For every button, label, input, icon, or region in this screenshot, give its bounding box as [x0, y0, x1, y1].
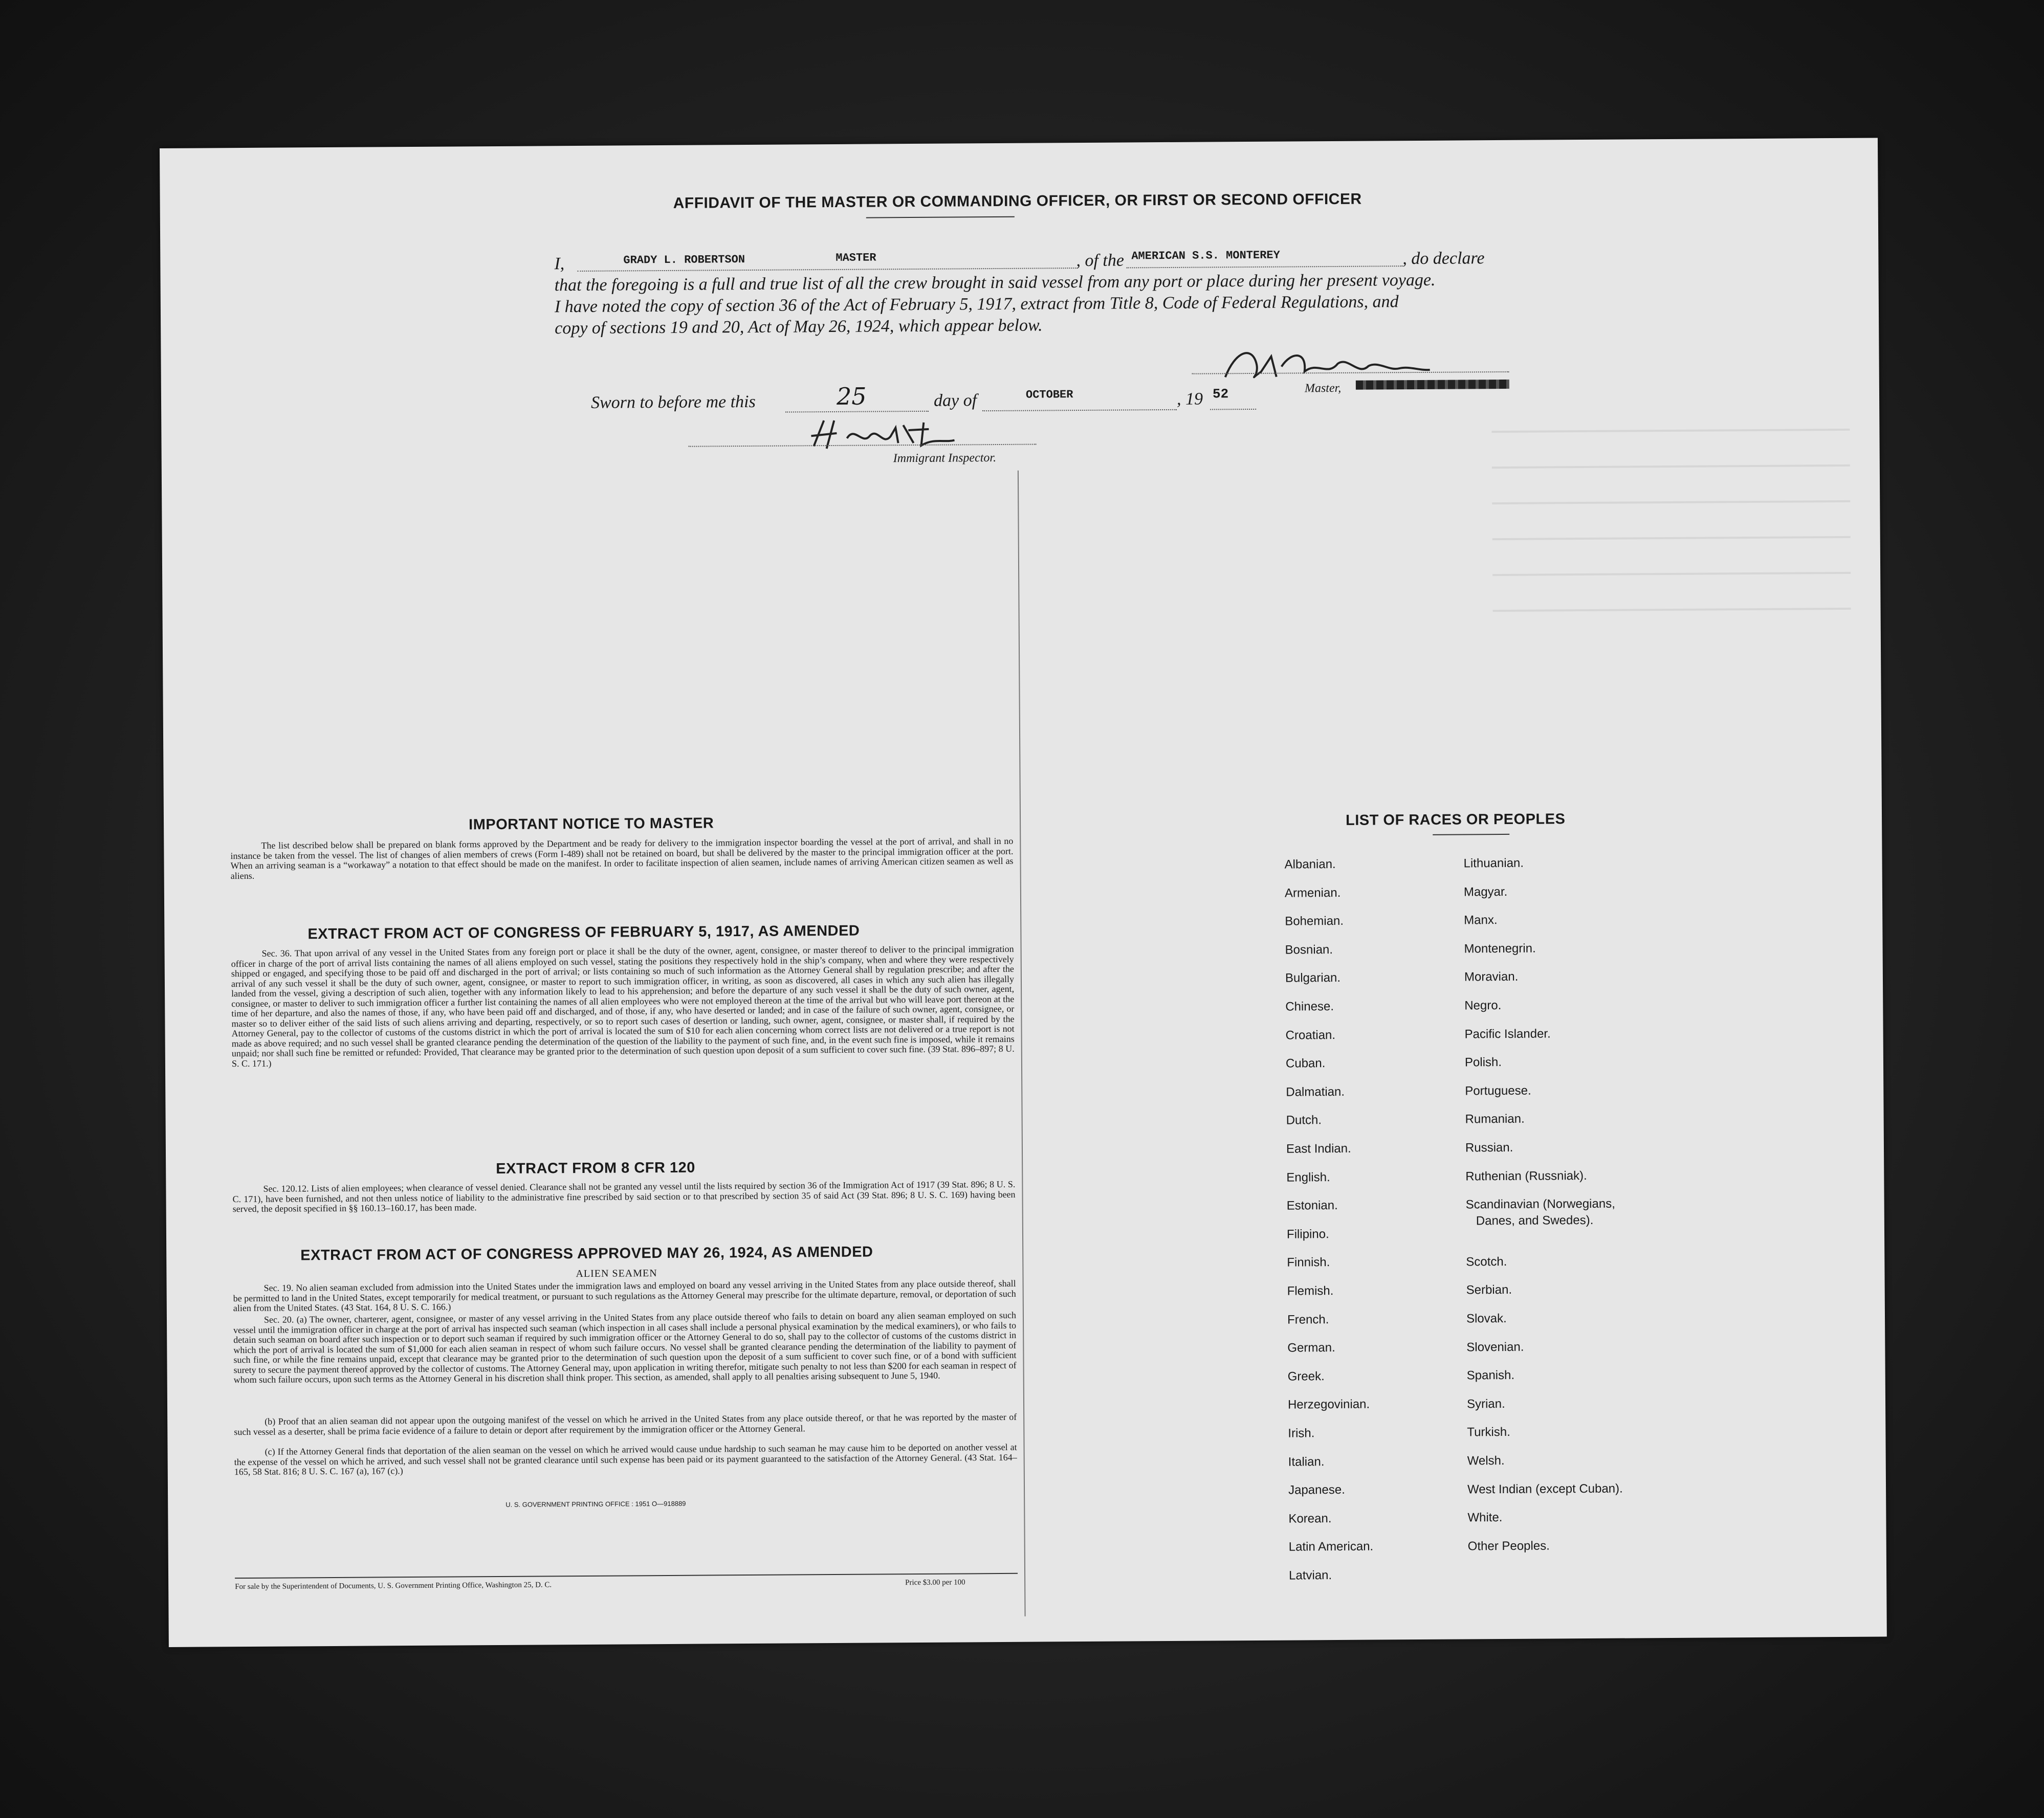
race-item: French. [1287, 1312, 1329, 1327]
race-item: Manx. [1464, 913, 1498, 927]
race-item: Montenegrin. [1464, 941, 1536, 956]
race-item: Lithuanian. [1463, 856, 1524, 871]
alien-seamen-subtitle: ALIEN SEAMEN [576, 1268, 657, 1280]
footer-left: For sale by the Superintendent of Documents, U. S. Government Printing Office, Washington 25, D. C. [235, 1581, 552, 1591]
sec-20c-body: (c) If the Attorney General finds that deportation of the alien seaman on the vessel on which he arrived would cause undue hardship to such seaman he may cause him to be deported on another vessel at the expense of the vessel on which he arrived, and such vessel shall not be granted clearance until such expense has been paid or its payment guaranteed to the satisfaction of the Attorney General. (43 Stat. 164–165, 58 Stat. 816; 8 U. S. C. 167 (a), 167 (c).) [234, 1442, 1017, 1477]
master-name-field: GRADY L. ROBERTSON [623, 253, 745, 267]
notice-body: The list described below shall be prepared on blank forms approved by the Department and be ready for delivery to the immigration inspector boarding the vessel at the port of arrival, and shall in no instance be taken from the vessel. The list of changes of alien members of crews (Form I-489) shall not be retained on board, but shall be delivered by the master to the principal immigration officer at the port. When an arriving seaman is a “workaway” a notation to that effect should be made on the manifest. In order to facilitate inspection of alien seamen, include names of arriving American citizen seamen as well as aliens. [230, 835, 1014, 881]
extract-1917-title: EXTRACT FROM ACT OF CONGRESS OF FEBRUARY 5, 1917, AS AMENDED [307, 922, 860, 943]
name-dotted-line [577, 268, 1076, 272]
race-item: Filipino. [1286, 1227, 1329, 1241]
declarant-prefix: I, [554, 254, 565, 274]
race-item: Serbian. [1466, 1283, 1512, 1297]
extract-1917-body: Sec. 36. That upon arrival of any vessel in the United States from any foreign port or place it shall be the duty of the owner, agent, consignee, or master thereof to deliver to the principal immigration officer in charge of the port of arrival lists containing the names of all aliens employed on such vessel, stating the positions they respectively hold in the ship’s company, when and where they were respectively shipped or engaged, and specifying those to be paid off and discharged in the port of arrival; or lists containing so much of such information as the Attorney General shall by regulation prescribe; and after the arrival of any such vessel it shall be the duty of such owner, agent, consignee, or master to report to such immigration officer, in writing, as soon as discovered, all cases in which any such alien has illegally landed from the vessel, giving a description of such alien, together with any information likely to lead to his apprehension; and before the departure of any such vessel it shall be the duty of such owner, agent, consignee, or master to deliver to such immigration officer a further list containing the names of all alien employees who were not employed thereon at the time of the arrival but who will leave port thereon at the time of her departure, and also the names of those, if any, who have been paid off and discharged, and of those, if any, who have deserted or landed; and in case of the failure of such owner, agent, consignee, or master so to deliver either of the said lists of such aliens arriving and departing, respectively, or so to report such cases of desertion or landing, such owner, agent, consignee, or master shall, if required by the Attorney General, pay to the collector of customs of the customs district in which the port of arrival is located the sum of $10 for each alien concerning whom correct lists are not delivered or a true report is not made as above required; and no such vessel shall be granted clearance pending the determination of the question of the liability to the payment of such fine, and, in the event such fine is imposed, while it remains unpaid; nor shall such fine be remitted or refunded: Provided, That clearance may be granted prior to the determination of such question upon deposit of a sum sufficient to cover such fine. (39 Stat. 896–897; 8 U. S. C. 171.) [231, 943, 1015, 1069]
race-item: Flemish. [1287, 1284, 1334, 1298]
rank-field: MASTER [836, 251, 876, 264]
race-item: White. [1467, 1511, 1503, 1525]
month-dotted-line [982, 409, 1177, 411]
races-title: LIST OF RACES OR PEOPLES [1345, 811, 1566, 829]
day-field: 25 [836, 382, 867, 410]
race-item: Polish. [1464, 1055, 1502, 1070]
center-divider [1018, 471, 1026, 1616]
race-item: Bohemian. [1285, 914, 1344, 928]
vessel-dotted-line [1126, 265, 1402, 268]
race-item: Italian. [1288, 1454, 1325, 1469]
footer-rule [235, 1573, 1018, 1579]
race-item: Welsh. [1467, 1453, 1505, 1468]
sec-19-body: Sec. 19. No alien seaman excluded from admission into the United States under the immigration laws and employed on board any vessel arriving in the United States from any place outside thereof, shall be permitted to land in the United States, except temporarily for medical treatment, or pursuant to such regulations as the Attorney General may prescribe for the ultimate departure, removal, or deportation of such alien from the United States. (43 Stat. 164, 8 U. S. C. 166.) [233, 1278, 1016, 1314]
race-item: Syrian. [1466, 1396, 1505, 1411]
race-item: Dutch. [1286, 1113, 1322, 1127]
race-item: German. [1287, 1341, 1335, 1355]
race-item: Slovak. [1466, 1311, 1507, 1326]
race-item: Scandinavian (Norwegians, [1465, 1196, 1615, 1212]
inspector-label: Immigrant Inspector. [893, 451, 997, 465]
race-item: Cuban. [1285, 1056, 1326, 1071]
declaration-line-2: that the foregoing is a full and true list of all the crew brought in said vessel from any port or place during her present voyage. [554, 270, 1436, 295]
race-item: Ruthenian (Russniak). [1465, 1168, 1587, 1184]
race-item: Magyar. [1463, 884, 1508, 899]
declaration-line-4: copy of sections 19 and 20, Act of May 26, 1924, which appear below. [555, 316, 1043, 338]
race-item: West Indian (except Cuban). [1467, 1481, 1623, 1497]
race-item: Finnish. [1287, 1255, 1330, 1270]
race-item: Other Peoples. [1467, 1539, 1550, 1554]
race-item: Korean. [1288, 1511, 1332, 1526]
notice-title: IMPORTANT NOTICE TO MASTER [468, 815, 714, 833]
race-item: Portuguese. [1465, 1083, 1531, 1098]
race-item: Rumanian. [1465, 1112, 1525, 1126]
extract-cfr-title: EXTRACT FROM 8 CFR 120 [496, 1159, 695, 1178]
sec-20b-body: (b) Proof that an alien seaman did not appear upon the outgoing manifest of the vessel on which he arrived in the United States from any place outside thereof, or that he was reported by the master of such vessel as a deserter, shall be prima facie evidence of a failure to detain or deport after requirement by the immigration officer or the Attorney General. [234, 1411, 1017, 1437]
race-item: Bulgarian. [1285, 971, 1341, 985]
race-item: East Indian. [1286, 1141, 1351, 1156]
race-item: Danes, and Swedes). [1476, 1213, 1594, 1228]
extract-cfr-body: Sec. 120.12. Lists of alien employees; when clearance of vessel denied. Clearance shall not be granted any vessel until the lists required by section 36 of the Immigration Act of 1917 (39 Stat. 896; 8 U. S. C. 171), have been furnished, and not then unless notice of liability to the administrative fine prescribed by said section or to that prescribed by section 35 of said Act (39 Stat. 896; 8 U. S. C. 169) having been served, the deposit specified in §§ 160.13–160.17, has been made. [232, 1179, 1016, 1214]
race-item: Herzegovinian. [1287, 1397, 1370, 1412]
race-item: Turkish. [1467, 1425, 1510, 1439]
race-item: Greek. [1287, 1369, 1325, 1384]
race-item: Latvian. [1289, 1568, 1332, 1583]
year-field: 52 [1212, 386, 1229, 402]
vessel-field: AMERICAN S.S. MONTEREY [1131, 249, 1280, 263]
sec-20a-body: Sec. 20. (a) The owner, charterer, agent, consignee, or master of any vessel arriving in the United States from any place outside thereof who fails to detain on board any alien seaman employed on such vessel until the immigration officer in charge at the port of arrival has inspected such seaman (which inspection in all cases shall include a personal physical examination by the medical examiners), or who fails to detain such seaman on board after such inspection or to deport such seaman if required by such immigration officer or the Attorney General to do so, shall pay to the collector of customs of the customs district in which the port of arrival is located the sum of $1,000 for each alien seaman in respect of whom such failure occurs. No vessel shall be granted clearance pending the determination of the liability to payment of such fine, or while the fine remains unpaid, except that clearance may be granted prior to the determination of such question upon the deposit of a sum sufficient to cover such fine, or of a bond with sufficient surety to secure the payment thereof approved by the collector of customs. The Attorney General may, upon application in writing therefor, mitigate such penalty to not less than $200 for each seaman in respect of whom such failure occurs, upon such terms as the Attorney General in his discretion shall think proper. This section, as amended, shall apply to all penalties arising subsequent to June 5, 1940. [233, 1310, 1017, 1385]
race-item: Dalmatian. [1286, 1084, 1345, 1099]
race-item: Slovenian. [1466, 1340, 1524, 1355]
race-item: Albanian. [1284, 857, 1336, 872]
race-item: Moravian. [1464, 970, 1519, 984]
race-item: Scotch. [1466, 1254, 1507, 1269]
race-item: Croatian. [1285, 1028, 1336, 1043]
affidavit-title: AFFIDAVIT OF THE MASTER OR COMMANDING OFFICER, OR FIRST OR SECOND OFFICER [673, 190, 1362, 212]
races-title-underline [1433, 834, 1509, 835]
document-page [160, 138, 1887, 1647]
day-dotted-line [785, 411, 929, 413]
day-of-label: day of [933, 391, 977, 410]
declaration-line-3: I have noted the copy of section 36 of the Act of February 5, 1917, extract from Title 8, Code of Federal Regulations, and [554, 292, 1399, 317]
year-dotted-line [1210, 409, 1256, 410]
race-item: Japanese. [1288, 1483, 1345, 1497]
race-item: Armenian. [1284, 885, 1341, 900]
do-declare-label: , do declare [1402, 249, 1485, 269]
sworn-label: Sworn to before me this [590, 392, 756, 412]
footer-right: Price $3.00 per 100 [905, 1578, 965, 1587]
extract-1924-title: EXTRACT FROM ACT OF CONGRESS APPROVED MAY 26, 1924, AS AMENDED [300, 1244, 873, 1264]
of-the-label: , of the [1076, 251, 1124, 271]
race-item: Latin American. [1288, 1539, 1374, 1554]
year-prefix: , 19 [1176, 389, 1203, 409]
title-underline [866, 216, 1015, 218]
race-item: English. [1286, 1170, 1330, 1185]
race-item: Russian. [1465, 1140, 1513, 1155]
printing-office-line: U. S. GOVERNMENT PRINTING OFFICE : 1951 O—918889 [505, 1499, 686, 1509]
race-item: Negro. [1464, 999, 1502, 1013]
master-title-label: Master, [1304, 381, 1342, 395]
race-item: Chinese. [1285, 1000, 1334, 1014]
race-item: Irish. [1288, 1426, 1315, 1440]
struck-out-text [1356, 380, 1509, 390]
race-item: Bosnian. [1285, 942, 1333, 957]
race-item: Spanish. [1466, 1368, 1515, 1383]
race-item: Estonian. [1286, 1199, 1338, 1213]
race-item: Pacific Islander. [1464, 1027, 1551, 1041]
month-field: OCTOBER [1025, 388, 1073, 402]
